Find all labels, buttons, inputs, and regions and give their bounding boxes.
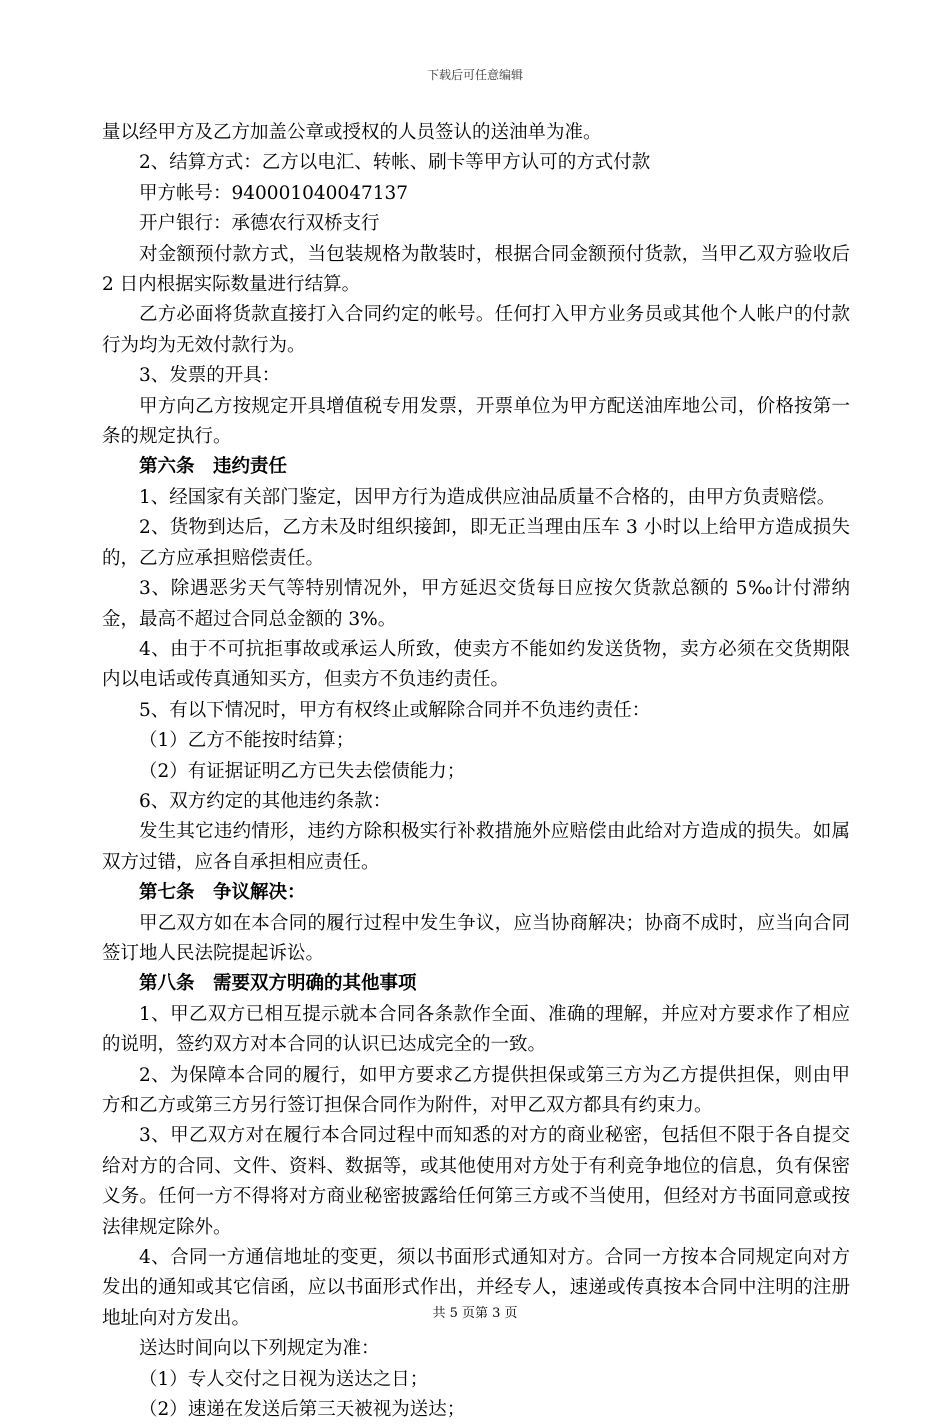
paragraph: 开户银行：承德农行双桥支行 <box>139 213 380 235</box>
paragraph: 发生其它违约情形，违约方除积极实行补救措施外应赔偿由此给对方造成的损失。如属双方过错，应各自承担相应责任。 <box>102 821 850 873</box>
paragraph: 2、为保障本合同的履行，如甲方要求乙方提供担保或第三方为乙方提供担保，则由甲方和乙方或第三方另行签订担保合同作为附件，对甲乙双方都具有约束力。 <box>102 1064 850 1116</box>
paragraph: 3、除遇恶劣天气等特别情况外，甲方延迟交货每日应按欠货款总额的 5‰计付滞纳金，最高不超过合同总金额的 3%。 <box>102 578 850 630</box>
section-heading: 第七条 争议解决： <box>139 882 306 904</box>
section-heading: 第八条 需要双方明确的其他事项 <box>139 973 417 995</box>
paragraph: 3、发票的开具： <box>139 365 281 387</box>
paragraph: 2、货物到达后，乙方未及时组织接卸，即无正当理由压车 3 小时以上给甲方造成损失的，乙方应承担赔偿责任。 <box>102 517 850 569</box>
page-header: 下载后可任意编辑 <box>426 68 523 82</box>
paragraph: 对金额预付款方式，当包装规格为散装时，根据合同金额预付货款，当甲乙双方验收后 2 日内根据实际数量进行结算。 <box>102 243 856 296</box>
paragraph: 6、双方约定的其他违约条款： <box>139 790 392 812</box>
paragraph: （2）速递在发送后第三天被视为送达； <box>139 1399 466 1421</box>
paragraph: 量以经甲方及乙方加盖公章或授权的人员签认的送油单为准。 <box>102 122 602 143</box>
paragraph: （1）专人交付之日视为送达之日； <box>139 1368 429 1390</box>
page-footer: 共 5 页第 3 页 <box>432 1306 518 1321</box>
paragraph: 3、甲乙双方对在履行本合同过程中而知悉的对方的商业秘密，包括但不限于各自提交给对方的合同、文件、资料、数据等，或其他使用对方处于有利竞争地位的信息，负有保密义务。任何一方不得将对方商业秘密披露给任何第三方或不当使用，但经对方书面同意或按法律规定除外。 <box>102 1125 850 1238</box>
section-heading: 第六条 违约责任 <box>139 456 288 478</box>
paragraph: 乙方必面将货款直接打入合同约定的帐号。任何打入甲方业务员或其他个人帐户的付款行为均为无效付款行为。 <box>102 304 850 356</box>
paragraph: 1、甲乙双方已相互提示就本合同各条款作全面、准确的理解，并应对方要求作了相应的说明，签约双方对本合同的认识已达成完全的一致。 <box>102 1003 850 1056</box>
paragraph: 甲方帐号：940001040047137 <box>139 182 409 204</box>
paragraph: （2）有证据证明乙方已失去偿债能力； <box>139 760 466 782</box>
paragraph: 甲方向乙方按规定开具增值税专用发票，开票单位为甲方配送油库地公司，价格按第一条的规定执行。 <box>102 395 850 448</box>
document-body <box>102 118 856 1425</box>
paragraph: 4、合同一方通信地址的变更，须以书面形式通知对方。合同一方按本合同规定向对方发出的通知或其它信函，应以书面形式作出，并经专人，速递或传真按本合同中注明的注册地址向对方发出。 <box>102 1247 850 1329</box>
paragraph: 5、有以下情况时，甲方有权终止或解除合同并不负违约责任： <box>139 699 651 721</box>
paragraph: 送达时间向以下列规定为准： <box>139 1338 380 1360</box>
paragraph: 2、结算方式：乙方以电汇、转帐、刷卡等甲方认可的方式付款 <box>139 152 651 174</box>
paragraph: 1、经国家有关部门鉴定，因甲方行为造成供应油品质量不合格的，由甲方负责赔偿。 <box>139 486 836 508</box>
paragraph: 4、由于不可抗拒事故或承运人所致，使卖方不能如约发送货物，卖方必须在交货期限内以电话或传真通知买方，但卖方不负违约责任。 <box>102 638 850 691</box>
paragraph: （1）乙方不能按时结算； <box>139 730 355 752</box>
paragraph: 甲乙双方如在本合同的履行过程中发生争议，应当协商解决；协商不成时，应当向合同签订地人民法院提起诉讼。 <box>102 912 850 964</box>
